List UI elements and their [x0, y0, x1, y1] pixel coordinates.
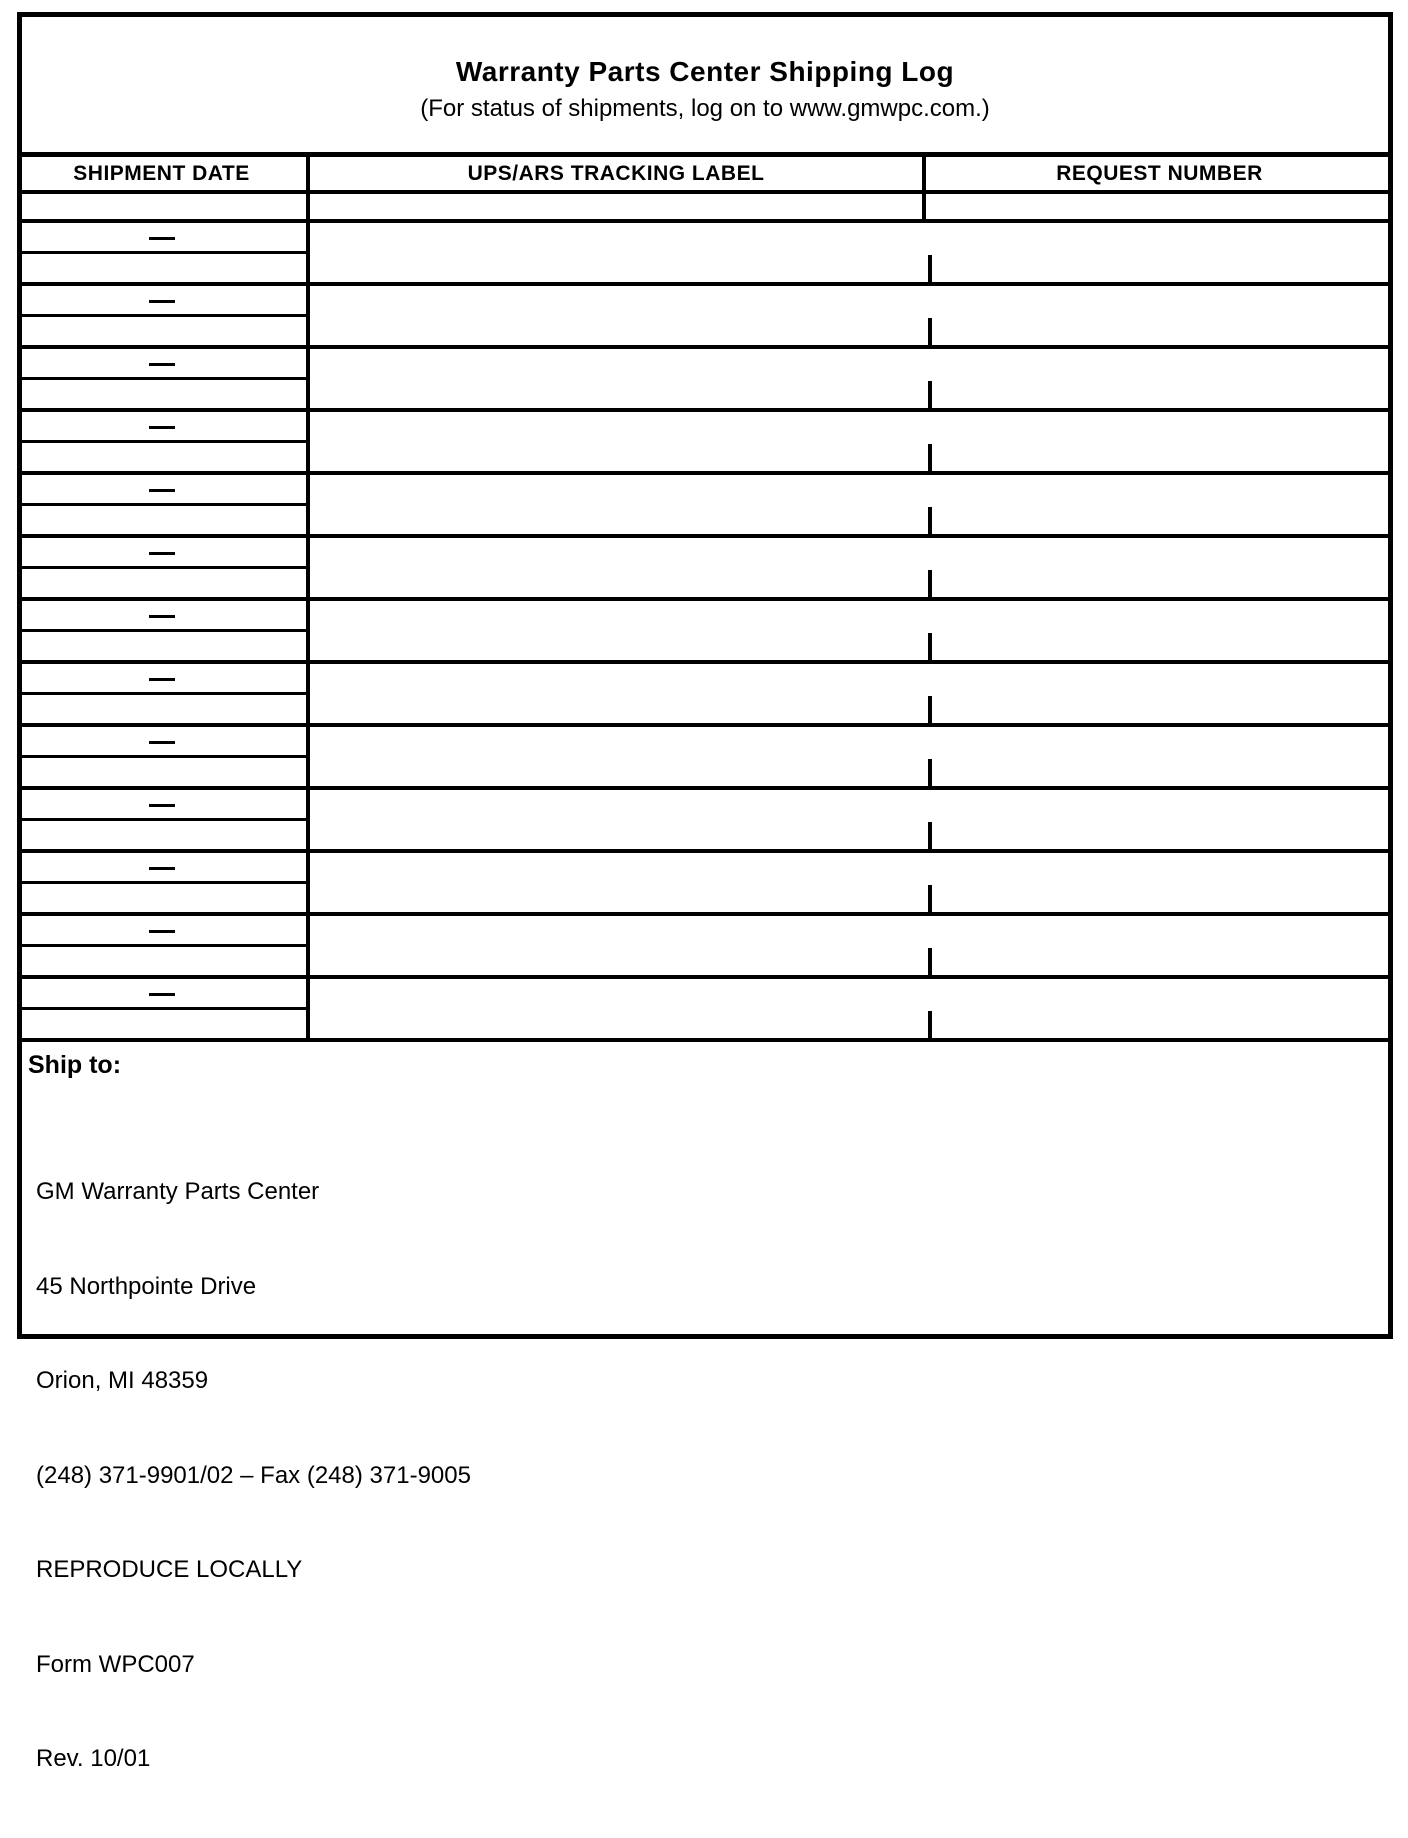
table-row — [17, 349, 1393, 412]
column-divider-tick — [928, 1011, 932, 1038]
request-number-cell — [930, 223, 1393, 282]
date-separator-dash — [149, 300, 175, 303]
shipment-date-lower-half — [17, 1010, 306, 1038]
shipment-date-lower-half — [17, 884, 306, 912]
shipment-date-lower-half — [17, 380, 306, 408]
tracking-label-cell — [310, 349, 930, 408]
shipment-date-cell — [17, 979, 310, 1038]
column-divider-tick — [928, 759, 932, 786]
tracking-label-cell — [310, 979, 930, 1038]
shipment-date-upper-half — [17, 664, 306, 695]
column-divider-tick — [928, 885, 932, 912]
date-separator-dash — [149, 804, 175, 807]
shipment-date-upper-half — [17, 916, 306, 947]
form-subtitle: (For status of shipments, log on to www.gmwpc.com.) — [420, 95, 990, 122]
date-separator-dash — [149, 615, 175, 618]
column-divider-tick — [928, 570, 932, 597]
shipment-date-lower-half — [17, 317, 306, 345]
tracking-label-cell — [310, 853, 930, 912]
date-separator-dash — [149, 930, 175, 933]
shipment-date-upper-half — [17, 853, 306, 884]
shipment-date-upper-half — [17, 979, 306, 1010]
tracking-label-cell — [310, 538, 930, 597]
date-separator-dash — [149, 741, 175, 744]
tracking-label-cell — [310, 601, 930, 660]
date-separator-dash — [149, 678, 175, 681]
col-header-tracking-label: UPS/ARS TRACKING LABEL — [310, 157, 926, 190]
col-header-shipment-date: SHIPMENT DATE — [17, 157, 310, 190]
request-number-cell — [930, 412, 1393, 471]
date-separator-dash — [149, 867, 175, 870]
table-row — [17, 979, 1393, 1042]
shipment-date-upper-half — [17, 349, 306, 380]
column-divider-tick — [928, 507, 932, 534]
column-divider-tick — [928, 318, 932, 345]
shipment-date-cell — [17, 916, 310, 975]
table-row — [17, 412, 1393, 475]
column-divider-tick — [928, 444, 932, 471]
table-row — [17, 601, 1393, 664]
date-separator-dash — [149, 552, 175, 555]
tracking-label-cell — [310, 790, 930, 849]
request-number-cell — [930, 475, 1393, 534]
request-number-cell — [930, 349, 1393, 408]
table-row — [17, 475, 1393, 538]
table-row — [17, 916, 1393, 979]
tracking-label-cell — [310, 475, 930, 534]
form-title: Warranty Parts Center Shipping Log — [455, 56, 955, 87]
shipment-date-lower-half — [17, 254, 306, 282]
shipment-date-upper-half — [17, 538, 306, 569]
shipment-date-lower-half — [17, 506, 306, 534]
address-line-reproduce: REPRODUCE LOCALLY — [36, 1556, 303, 1583]
request-number-cell — [930, 979, 1393, 1038]
shipment-date-cell — [17, 790, 310, 849]
shipment-date-lower-half — [17, 821, 306, 849]
shipment-date-cell — [17, 727, 310, 786]
col-header-request-number: REQUEST NUMBER — [1056, 161, 1263, 185]
shipment-date-upper-half — [17, 475, 306, 506]
column-divider-tick — [928, 633, 932, 660]
tracking-label-cell — [310, 916, 930, 975]
shipment-date-cell — [17, 475, 310, 534]
date-separator-dash — [149, 993, 175, 996]
shipment-date-upper-half — [17, 727, 306, 758]
shipment-date-cell — [17, 349, 310, 408]
table-row — [17, 727, 1393, 790]
ship-to-label: Ship to: — [28, 1051, 122, 1079]
date-separator-dash — [149, 426, 175, 429]
table-row — [17, 790, 1393, 853]
shipment-date-upper-half — [17, 412, 306, 443]
address-line-form-number: Form WPC007 — [36, 1650, 195, 1678]
request-number-cell — [930, 664, 1393, 723]
request-number-cell — [930, 853, 1393, 912]
request-number-cell — [930, 727, 1393, 786]
shipment-date-lower-half — [17, 695, 306, 723]
spacer-request-number-cell — [926, 194, 1393, 219]
shipment-date-upper-half — [17, 286, 306, 317]
shipment-date-cell — [17, 664, 310, 723]
address-line-city: Orion, MI 48359 — [36, 1367, 209, 1394]
shipment-date-lower-half — [17, 947, 306, 975]
request-number-cell — [930, 286, 1393, 345]
shipment-date-cell — [17, 412, 310, 471]
table-body — [17, 223, 1393, 1042]
shipment-date-cell — [17, 601, 310, 660]
shipment-date-upper-half — [17, 601, 306, 632]
spacer-tracking-label-cell — [310, 194, 926, 219]
column-divider-tick — [928, 381, 932, 408]
request-number-cell — [930, 601, 1393, 660]
tracking-label-cell — [310, 412, 930, 471]
date-separator-dash — [149, 237, 175, 240]
table-row — [17, 853, 1393, 916]
shipment-date-cell — [17, 538, 310, 597]
date-separator-dash — [149, 363, 175, 366]
tracking-label-cell — [310, 664, 930, 723]
column-divider-tick — [928, 255, 932, 282]
date-separator-dash — [149, 489, 175, 492]
request-number-cell — [930, 790, 1393, 849]
shipment-date-lower-half — [17, 443, 306, 471]
request-number-cell — [930, 916, 1393, 975]
column-divider-tick — [928, 948, 932, 975]
shipment-date-lower-half — [17, 758, 306, 786]
table-row — [17, 223, 1393, 286]
tracking-label-cell — [310, 727, 930, 786]
spacer-shipment-date-cell — [17, 194, 310, 219]
shipment-date-cell — [17, 853, 310, 912]
table-row — [17, 286, 1393, 349]
tracking-label-cell — [310, 223, 930, 282]
shipment-date-upper-half — [17, 790, 306, 821]
shipment-date-cell — [17, 223, 310, 282]
table-header-row — [17, 157, 1393, 194]
column-divider-tick — [928, 822, 932, 849]
request-number-cell — [930, 538, 1393, 597]
table-row — [17, 664, 1393, 727]
table-row — [17, 538, 1393, 601]
address-line-revision: Rev. 10/01 — [36, 1745, 151, 1772]
table-spacer-row — [17, 194, 1393, 223]
address-line-name: GM Warranty Parts Center — [36, 1178, 320, 1205]
address-line-phone-fax: (248) 371-9901/02 – Fax (248) 371-9005 — [36, 1461, 471, 1489]
shipment-date-lower-half — [17, 569, 306, 597]
column-divider-tick — [928, 696, 932, 723]
shipment-date-lower-half — [17, 632, 306, 660]
shipping-log-table — [17, 152, 1393, 1042]
tracking-label-cell — [310, 286, 930, 345]
shipment-date-upper-half — [17, 223, 306, 254]
shipment-date-cell — [17, 286, 310, 345]
ship-to-address — [36, 1113, 471, 1838]
address-line-street: 45 Northpointe Drive — [36, 1272, 257, 1300]
